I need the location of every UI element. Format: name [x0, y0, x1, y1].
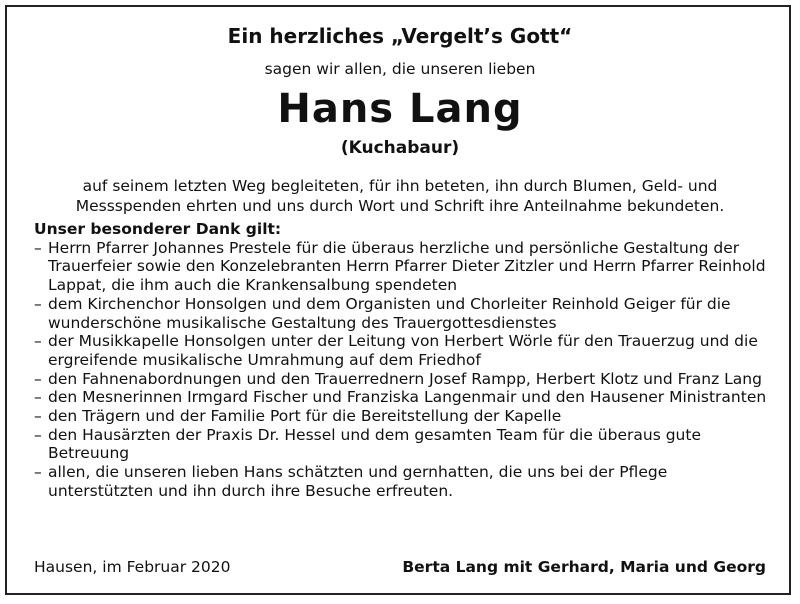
notice-heading: Ein herzliches „Vergelt’s Gott“ — [227, 24, 573, 48]
notice-subline: sagen wir allen, die unseren lieben — [264, 60, 536, 78]
special-thanks-title: Unser besonderer Dank gilt: — [34, 220, 282, 238]
deceased-name: Hans Lang — [277, 86, 523, 132]
signature: Berta Lang mit Gerhard, Maria und Georg — [402, 558, 766, 576]
thanks-list — [34, 239, 774, 501]
list-item: – den Trägern und der Familie Port für die Bereitstellung der Kapelle — [34, 407, 562, 426]
list-item: – dem Kirchenchor Honsolgen und dem Organisten und Chorleiter Reinhold Geiger für die wunderschöne musikalische Gestaltung des Trauergottesdienstes — [34, 294, 731, 332]
thanks-paragraph: auf seinem letzten Weg begleiteten, für ihn beteten, ihn durch Blumen, Geld- und Messspenden ehrten und uns durch Wort und Schrift ihre Anteilnahme bekundeten. — [75, 177, 725, 215]
list-item: – Herrn Pfarrer Johannes Prestele für die überaus herzliche und persönliche Gestaltung der Trauerfeier sowie den Konzelebranten Herrn Pfarrer Dieter Zitzler und Herrn Pfarrer Reinhold Lappat, die ihm auch die Krankensalbung spendeten — [34, 238, 766, 295]
list-item: – der Musikkapelle Honsolgen unter der Leitung von Herbert Wörle für den Trauerzug und die ergreifende musikalische Umrahmung auf dem Friedhof — [34, 332, 758, 369]
place-date: Hausen, im Februar 2020 — [34, 558, 231, 576]
list-item: – den Mesnerinnen Irmgard Fischer und Franziska Langenmair und den Hausener Ministranten — [34, 388, 767, 407]
list-item: – allen, die unseren lieben Hans schätzten und gernhatten, die uns bei der Pflege unterstützten und ihn durch ihre Besuche erfreuten. — [34, 463, 668, 500]
special-thanks-section — [34, 220, 774, 501]
deceased-nickname: (Kuchabaur) — [340, 138, 460, 158]
list-item: – den Hausärzten der Praxis Dr. Hessel und dem gesamten Team für die überaus gute Betreuung — [34, 425, 701, 463]
list-item: – den Fahnenabordnungen und den Trauerrednern Josef Rampp, Herbert Klotz und Franz Lang — [34, 369, 762, 388]
